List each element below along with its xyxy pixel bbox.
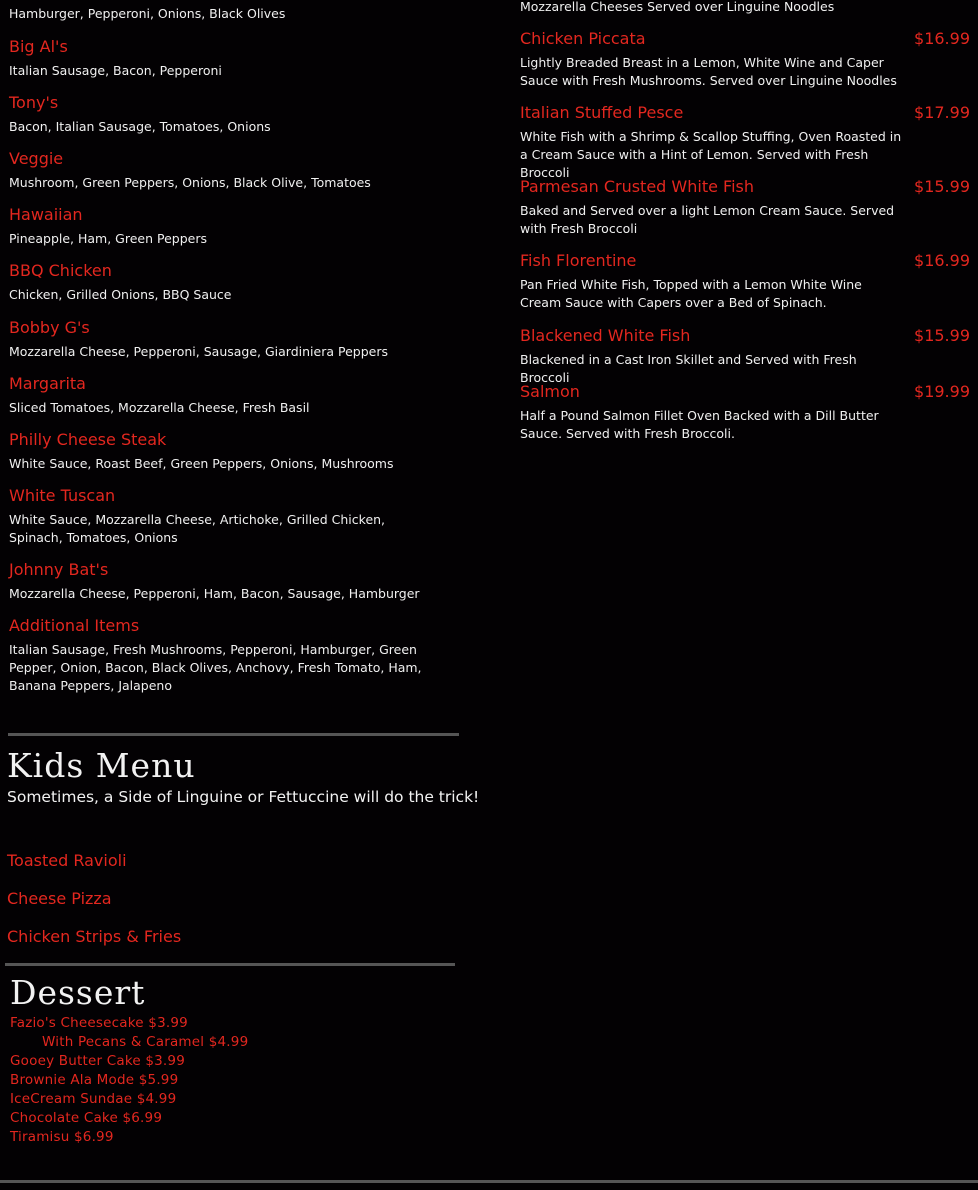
pizza-item (9, 93, 459, 136)
pizza-desc: Italian Sausage, Bacon, Pepperoni (9, 63, 222, 78)
pizza-desc: Mozzarella Cheese, Pepperoni, Sausage, Giardiniera Peppers (9, 344, 388, 359)
pizza-desc: Pineapple, Ham, Green Peppers (9, 231, 207, 246)
pizza-name: Veggie (9, 149, 64, 168)
entree-desc: Pan Fried White Fish, Topped with a Lemon White Wine Cream Sauce with Capers over a Bed of Spinach. (520, 277, 862, 310)
kids-item: Chicken Strips & Fries (7, 927, 182, 946)
entree-name: Fish Florentine (520, 251, 637, 270)
pizza-desc: White Sauce, Mozzarella Cheese, Artichoke, Grilled Chicken, Spinach, Tomatoes, Onions (9, 512, 386, 545)
entree-desc: Half a Pound Salmon Fillet Oven Backed with a Dill Butter Sauce. Served with Fresh Broccoli. (520, 408, 879, 441)
entree-item (520, 326, 970, 387)
pizza-name: Hawaiian (9, 205, 83, 224)
entree-price: $17.99 (914, 103, 970, 122)
pizza-name: BBQ Chicken (9, 261, 112, 280)
pizza-name: White Tuscan (9, 486, 116, 505)
pizza-desc: White Sauce, Roast Beef, Green Peppers, Onions, Mushrooms (9, 456, 394, 471)
entree-name: Salmon (520, 382, 580, 401)
entree-desc: Blackened in a Cast Iron Skillet and Served with Fresh Broccoli (520, 352, 857, 385)
pizza-name: Philly Cheese Steak (9, 430, 167, 449)
pizza-desc: Bacon, Italian Sausage, Tomatoes, Onions (9, 119, 271, 134)
entree-desc: White Fish with a Shrimp & Scallop Stuffing, Oven Roasted in a Cream Sauce with a Hint of Lemon. Served with Fresh Broccoli (520, 129, 902, 180)
pizza-item (9, 374, 459, 417)
pizza-item (9, 149, 459, 192)
dessert-item: Chocolate Cake $6.99 (10, 1110, 163, 1126)
entree-price: $15.99 (914, 177, 970, 196)
entree-item (520, 29, 970, 90)
dessert-item: Brownie Ala Mode $5.99 (10, 1072, 179, 1088)
section-divider (5, 963, 455, 966)
dessert-item: IceCream Sundae $4.99 (10, 1091, 177, 1107)
entree-item (520, 0, 970, 16)
entree-name: Parmesan Crusted White Fish (520, 177, 754, 196)
kids-menu-title: Kids Menu (7, 746, 196, 785)
pizza-desc: Mozzarella Cheese, Pepperoni, Ham, Bacon, Sausage, Hamburger (9, 586, 420, 601)
pizza-item (9, 486, 429, 547)
pizza-item (9, 261, 459, 304)
entree-name: Italian Stuffed Pesce (520, 103, 684, 122)
entree-item (520, 103, 970, 182)
section-divider (8, 733, 459, 736)
pizza-name: Tony's (9, 93, 59, 112)
entree-desc: Mozzarella Cheeses Served over Linguine Noodles (520, 0, 835, 14)
entree-price: $16.99 (914, 251, 970, 270)
kids-item: Cheese Pizza (7, 889, 112, 908)
pizza-desc: Sliced Tomatoes, Mozzarella Cheese, Fresh Basil (9, 400, 310, 415)
pizza-item (9, 560, 459, 603)
pizza-item (9, 430, 459, 473)
pizza-desc: Hamburger, Pepperoni, Onions, Black Olives (9, 6, 286, 21)
entree-desc: Baked and Served over a light Lemon Cream Sauce. Served with Fresh Broccoli (520, 203, 895, 236)
entree-name: Chicken Piccata (520, 29, 646, 48)
pizza-desc: Chicken, Grilled Onions, BBQ Sauce (9, 287, 232, 302)
dessert-title: Dessert (10, 973, 146, 1012)
entree-item (520, 251, 970, 312)
entree-price: $19.99 (914, 382, 970, 401)
pizza-desc: Mushroom, Green Peppers, Onions, Black Olive, Tomatoes (9, 175, 371, 190)
pizza-desc: Italian Sausage, Fresh Mushrooms, Pepperoni, Hamburger, Green Pepper, Onion, Bacon, Black Olives, Anchovy, Fresh Tomato, Ham, Banana Peppers, Jalapeno (9, 642, 422, 693)
pizza-item (9, 318, 459, 361)
entree-price: $16.99 (914, 29, 970, 48)
dessert-item: With Pecans & Caramel $4.99 (42, 1034, 249, 1050)
pizza-name: Johnny Bat's (9, 560, 109, 579)
pizza-item (9, 205, 459, 248)
pizza-item (9, 616, 454, 695)
kids-menu-subtitle: Sometimes, a Side of Linguine or Fettuccine will do the trick! (7, 788, 480, 806)
entree-price: $15.99 (914, 326, 970, 345)
pizza-name: Margarita (9, 374, 86, 393)
dessert-item: Fazio's Cheesecake $3.99 (10, 1015, 188, 1031)
dessert-item: Gooey Butter Cake $3.99 (10, 1053, 185, 1069)
entree-desc: Lightly Breaded Breast in a Lemon, White Wine and Caper Sauce with Fresh Mushrooms. Served over Linguine Noodles (520, 55, 897, 88)
page-bottom-divider (0, 1180, 978, 1183)
entree-item (520, 177, 970, 238)
entree-name: Blackened White Fish (520, 326, 691, 345)
pizza-item (9, 37, 459, 80)
entree-item (520, 382, 970, 443)
pizza-name: Additional Items (9, 616, 140, 635)
dessert-item: Tiramisu $6.99 (10, 1129, 114, 1145)
kids-item: Toasted Ravioli (7, 851, 127, 870)
pizza-name: Big Al's (9, 37, 68, 56)
pizza-name: Bobby G's (9, 318, 90, 337)
pizza-item (9, 5, 459, 23)
